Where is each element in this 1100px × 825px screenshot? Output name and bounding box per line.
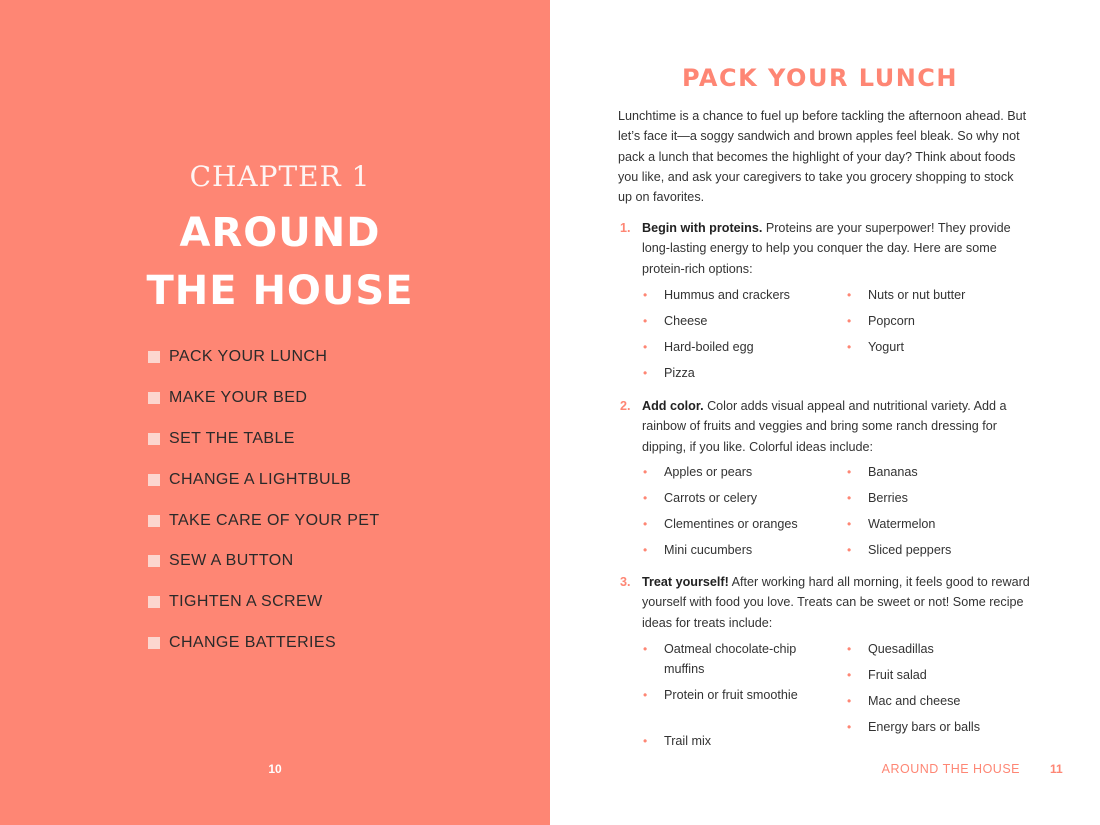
list-item: • Yogurt bbox=[844, 337, 1034, 363]
toc-item-label: CHANGE A LIGHTBULB bbox=[169, 470, 352, 488]
list-item: • Berries bbox=[844, 488, 1034, 514]
bullet-icon: • bbox=[847, 491, 852, 505]
step-number: 3. bbox=[620, 575, 631, 589]
bullet-icon: • bbox=[643, 543, 648, 557]
bullet-icon: • bbox=[643, 642, 648, 656]
bullet-icon: • bbox=[847, 314, 852, 328]
bullet-icon: • bbox=[847, 668, 852, 682]
list-item: • Watermelon bbox=[844, 514, 1034, 540]
bullet-icon: • bbox=[643, 734, 648, 748]
toc-item[interactable] bbox=[148, 419, 380, 460]
toc-item-label: SET THE TABLE bbox=[169, 429, 295, 447]
step-1 bbox=[620, 218, 1030, 279]
list-item: • Hummus and crackers bbox=[640, 285, 840, 311]
chapter-title bbox=[0, 204, 560, 320]
step-3 bbox=[620, 572, 1030, 633]
step-lead: Add color. bbox=[642, 399, 704, 413]
bullet-icon: • bbox=[643, 688, 648, 702]
page-title: PACK YOUR LUNCH bbox=[682, 64, 958, 92]
bullet-icon: • bbox=[847, 642, 852, 656]
table-of-contents bbox=[148, 337, 380, 663]
bullet-icon: • bbox=[847, 465, 852, 479]
bullet-icon: • bbox=[643, 366, 648, 380]
bullet-icon: • bbox=[643, 288, 648, 302]
toc-item-label: MAKE YOUR BED bbox=[169, 389, 308, 407]
toc-item-label: SEW A BUTTON bbox=[169, 552, 294, 570]
list-item: • Trail mix bbox=[640, 731, 800, 757]
checkbox-icon bbox=[148, 515, 160, 527]
page-number-left: 10 bbox=[268, 762, 282, 776]
list-item: • Cheese bbox=[640, 311, 840, 337]
bullet-icon: • bbox=[847, 720, 852, 734]
bullet-icon: • bbox=[847, 340, 852, 354]
list-item: • Mini cucumbers bbox=[640, 540, 840, 566]
intro-paragraph: Lunchtime is a chance to fuel up before tackling the afternoon ahead. But let’s face it—a soggy sandwich and brown apples feel bleak. So why not pack a lunch that becomes the highlight of your day? Think about foods you like, and ask your caregivers to take you grocery shopping to stock up on favorites. bbox=[618, 109, 1027, 205]
chapter-title-line: AROUND bbox=[179, 210, 381, 256]
list-item: • Mac and cheese bbox=[844, 691, 1034, 717]
step-text: Proteins are your superpower! They provide long-lasting energy to help you conquer the day. Here are some protein-rich options: bbox=[642, 221, 1011, 276]
bullet-icon: • bbox=[847, 288, 852, 302]
checkbox-icon bbox=[148, 637, 160, 649]
toc-item-label: TAKE CARE OF YOUR PET bbox=[169, 511, 380, 529]
list-item: • Pizza bbox=[640, 363, 840, 389]
chapter-label: CHAPTER 1 bbox=[189, 160, 371, 193]
checkbox-icon bbox=[148, 555, 160, 567]
bullet-icon: • bbox=[643, 491, 648, 505]
checkbox-icon bbox=[148, 392, 160, 404]
toc-item-label: CHANGE BATTERIES bbox=[169, 633, 337, 651]
bullet-icon: • bbox=[643, 340, 648, 354]
bullet-icon: • bbox=[643, 314, 648, 328]
list-item: • Energy bars or balls bbox=[844, 717, 1034, 743]
toc-item[interactable] bbox=[148, 459, 380, 500]
list-item: • Nuts or nut butter bbox=[844, 285, 1034, 311]
list-item: • Hard-boiled egg bbox=[640, 337, 840, 363]
bullet-icon: • bbox=[643, 465, 648, 479]
list-item: • Bananas bbox=[844, 462, 1034, 488]
step-lead: Treat yourself! bbox=[642, 575, 729, 589]
bullet-icon: • bbox=[847, 517, 852, 531]
bullet-icon: • bbox=[847, 694, 852, 708]
chapter-title-line: THE HOUSE bbox=[146, 268, 414, 314]
checkbox-icon bbox=[148, 596, 160, 608]
toc-item[interactable] bbox=[148, 378, 380, 419]
step-text: After working hard all morning, it feels good to reward yourself with food you love. Treats can be sweet or not! Some recipe ideas for treats include: bbox=[642, 575, 1030, 630]
toc-item[interactable] bbox=[148, 582, 380, 623]
bullet-icon: • bbox=[847, 543, 852, 557]
toc-item-label: TIGHTEN A SCREW bbox=[169, 593, 323, 611]
list-item: • Clementines or oranges bbox=[640, 514, 840, 540]
checkbox-icon bbox=[148, 474, 160, 486]
page-number-right: 11 bbox=[1050, 762, 1063, 776]
step-lead: Begin with proteins. bbox=[642, 221, 763, 235]
step-number: 2. bbox=[620, 399, 631, 413]
running-footer: AROUND THE HOUSE bbox=[881, 762, 1020, 776]
step-text: Color adds visual appeal and nutritional variety. Add a rainbow of fruits and veggies and bring some ranch dressing for dipping, if you like. Colorful ideas include: bbox=[642, 399, 1007, 454]
checkbox-icon bbox=[148, 433, 160, 445]
list-item: • Protein or fruit smoothie bbox=[640, 685, 800, 731]
toc-item[interactable] bbox=[148, 500, 380, 541]
list-item: • Apples or pears bbox=[640, 462, 840, 488]
list-item: • Quesadillas bbox=[844, 639, 1034, 665]
list-item: • Carrots or celery bbox=[640, 488, 840, 514]
step-2 bbox=[620, 396, 1030, 457]
step-number: 1. bbox=[620, 221, 631, 235]
toc-item[interactable] bbox=[148, 337, 380, 378]
toc-item[interactable] bbox=[148, 623, 380, 664]
list-item: • Oatmeal chocolate-chip muffins bbox=[640, 639, 800, 685]
toc-item-label: PACK YOUR LUNCH bbox=[169, 348, 328, 366]
checkbox-icon bbox=[148, 351, 160, 363]
toc-item[interactable] bbox=[148, 541, 380, 582]
bullet-icon: • bbox=[643, 517, 648, 531]
list-item: • Fruit salad bbox=[844, 665, 1034, 691]
list-item: • Sliced peppers bbox=[844, 540, 1034, 566]
list-item: • Popcorn bbox=[844, 311, 1034, 337]
